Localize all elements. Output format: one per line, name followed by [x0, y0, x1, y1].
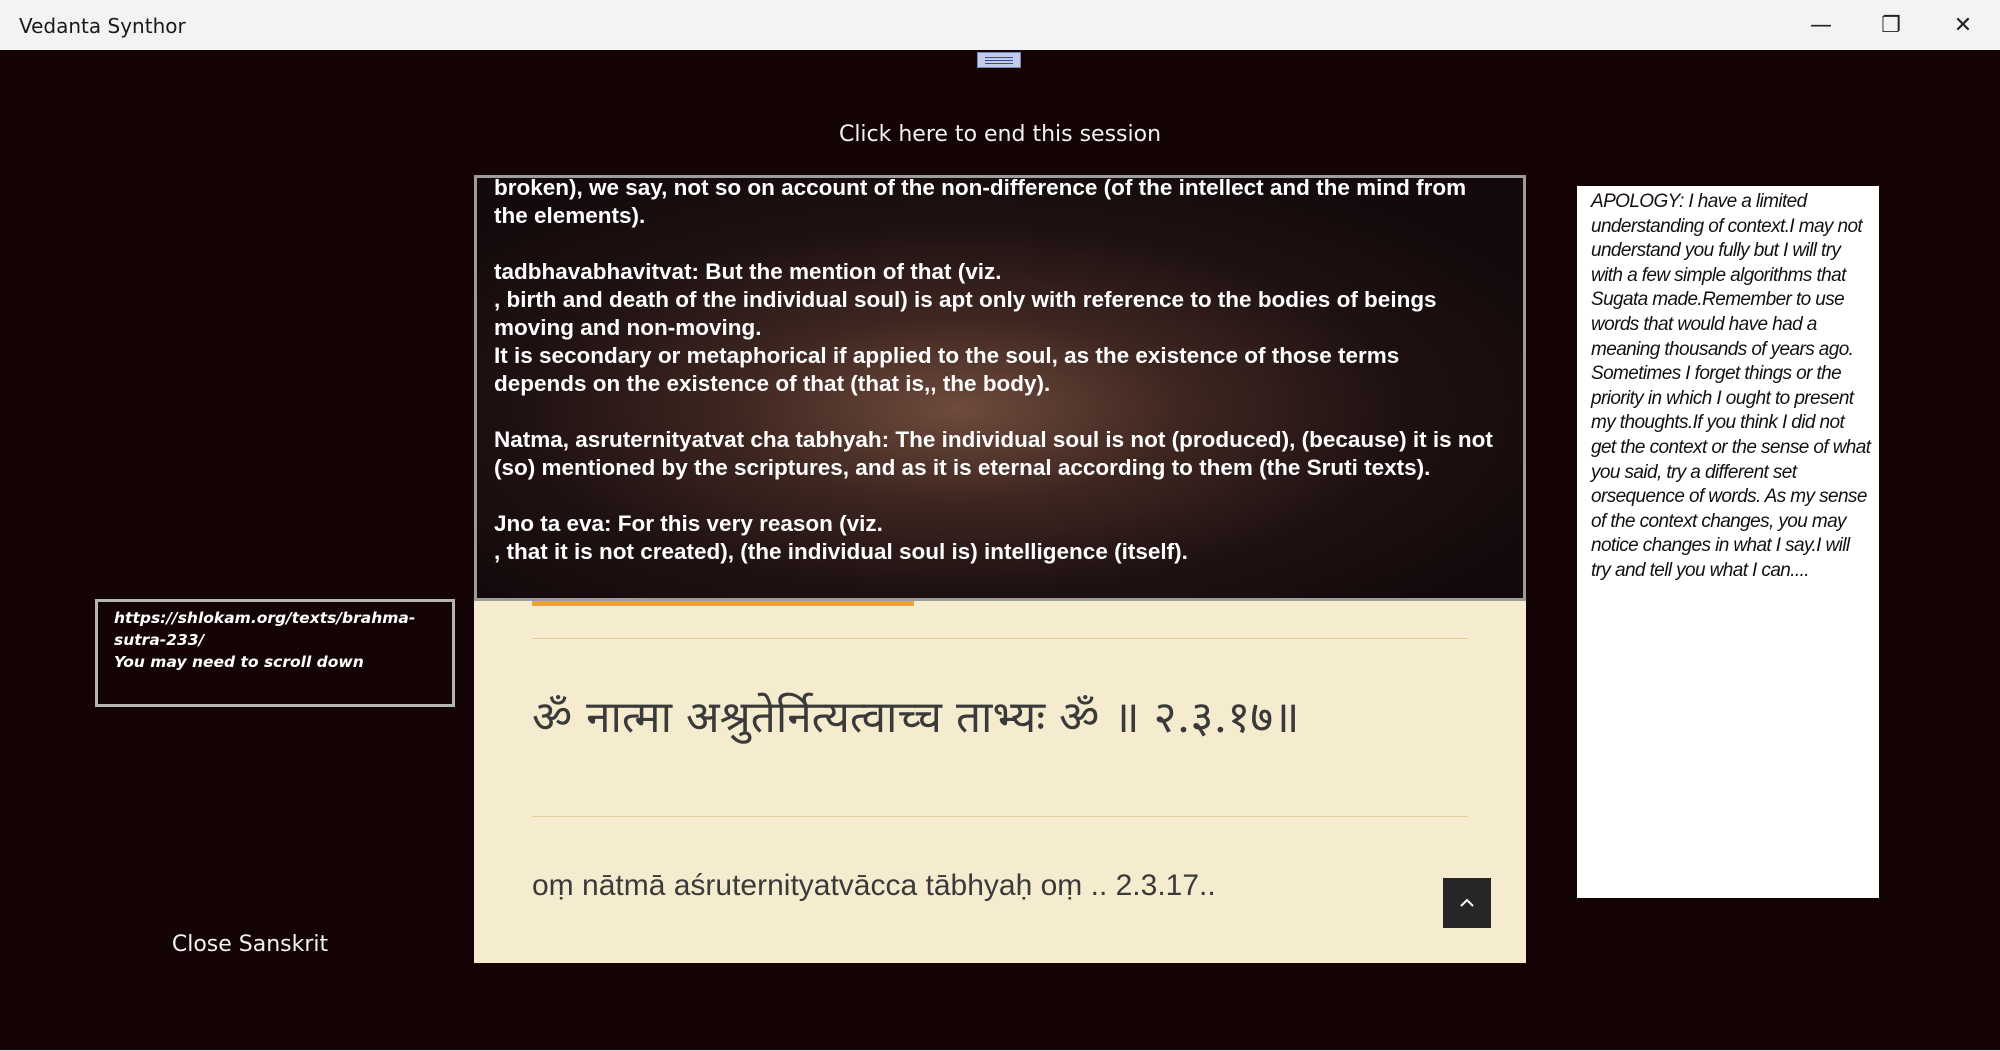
parchment-panel	[474, 601, 1526, 963]
commentary-paragraph: tadbhavabhavitvat: But the mention of that (viz. , birth and death of the individual soul) is apt only with reference to the bodies of beings moving and non-moving. It is secondary or metaphorical if applied to the soul, as the existence of those terms depends on the existence of that (that is,, the body).	[494, 259, 1437, 396]
close-window-button[interactable]	[1928, 0, 1998, 50]
commentary-paragraph: Jno ta eva: For this very reason (viz. , that it is not created), (the individual soul is) intelligence (itself).	[494, 511, 1188, 564]
chevron-up-icon	[1459, 898, 1475, 908]
app-title: Vedanta Synthor	[19, 14, 186, 38]
maximize-button[interactable]	[1856, 0, 1926, 50]
restore-icon: ❐	[1881, 12, 1901, 38]
close-sanskrit-button[interactable]: Close Sanskrit	[171, 932, 329, 957]
source-url-box[interactable]	[95, 599, 455, 707]
scroll-to-top-button[interactable]	[1443, 878, 1491, 928]
devanagari-verse: ॐ नात्मा अश्रुतेर्नित्यत्वाच्च ताभ्यः ॐ ॥ २.३.१७॥	[532, 692, 1300, 743]
commentary-box[interactable]	[474, 175, 1526, 601]
end-session-button[interactable]: Click here to end this session	[838, 122, 1162, 147]
scroll-hint: You may need to scroll down	[114, 653, 364, 671]
apology-panel	[1577, 186, 1879, 898]
divider	[532, 816, 1468, 817]
commentary-paragraph: Natma, asruternityatvat cha tabhyah: The individual soul is not (produced), (because) it is not (so) mentioned by the scriptures, and as it is eternal according to them (the Sruti texts).	[494, 427, 1493, 480]
minimize-icon: —	[1810, 12, 1832, 38]
apology-text: APOLOGY: I have a limited understanding of context.I may not understand you fully but I will try with a few simple algorithms that Sugata made.Remember to use words that would have had a meaning thousands of years ago. Sometimes I forget things or the priority in which I ought to present my thoughts.If you think I did not get the context or the sense of what you said, try a different set orsequence of words. As my sense of the context changes, you may notice changes in what I say.I will try and tell you what I can....	[1591, 191, 1871, 581]
transliteration-verse: oṃ nātmā aśruternityatvācca tābhyaḥ oṃ .. 2.3.17..	[532, 869, 1216, 902]
drag-handle[interactable]	[977, 52, 1021, 68]
close-icon: ✕	[1953, 12, 1973, 38]
title-bar	[0, 0, 2000, 50]
accent-bar	[532, 601, 914, 606]
source-url[interactable]: https://shlokam.org/texts/brahma-sutra-233/	[114, 609, 416, 649]
commentary-paragraph: broken), we say, not so on account of the non-difference (of the intellect and the mind from the elements).	[494, 175, 1467, 228]
minimize-button[interactable]	[1786, 0, 1856, 50]
divider	[532, 638, 1468, 639]
